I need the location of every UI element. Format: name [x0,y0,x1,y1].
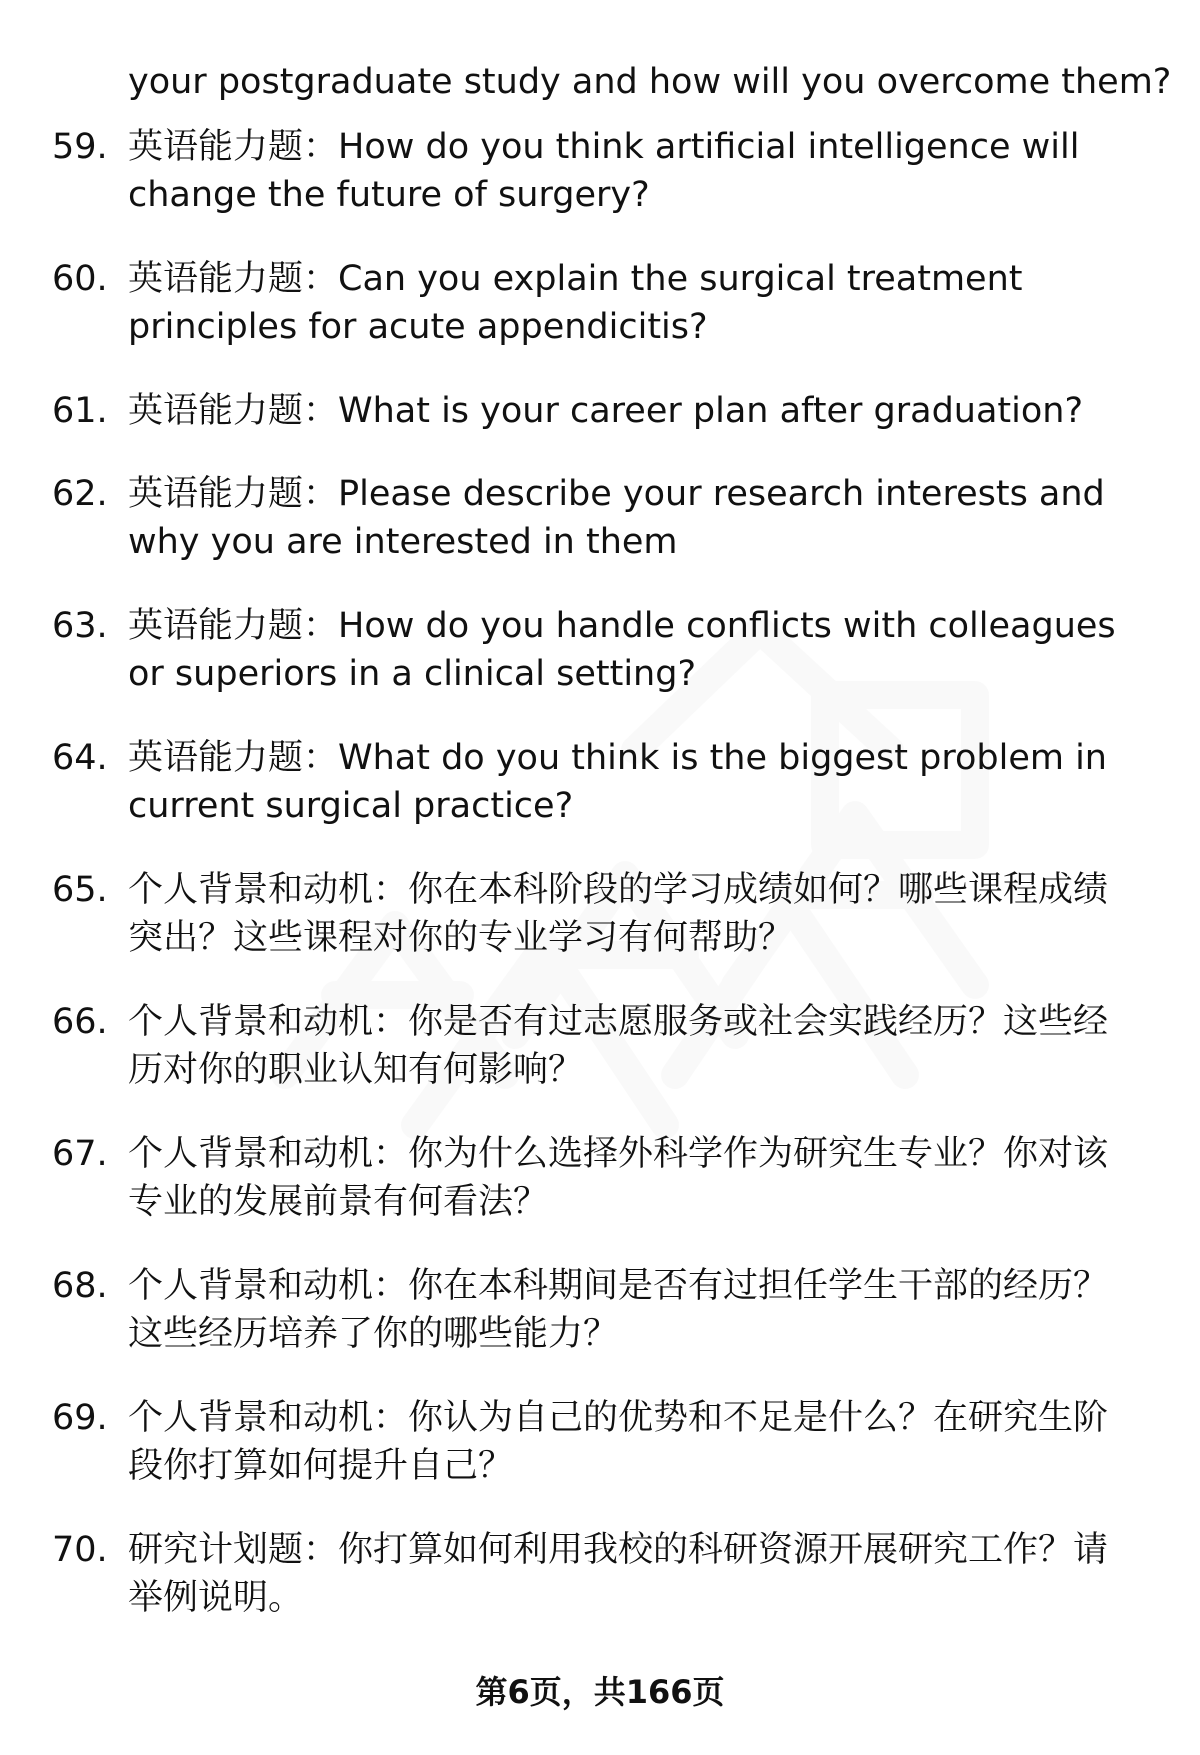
question-number: 68. [52,1266,108,1306]
question-line: 英语能力题：Please describe your research interests and [128,474,1105,514]
question-line: 个人背景和动机：你在本科期间是否有过担任学生干部的经历？ [128,1266,1109,1306]
question-line: 举例说明。 [128,1578,304,1618]
question-text [128,734,1138,830]
question-line: 英语能力题：What do you think is the biggest problem in [128,738,1107,778]
question-line: current surgical practice? [128,786,574,826]
question-text [128,470,1138,566]
question-number: 63. [52,606,108,646]
question-text [128,1394,1138,1490]
question-line: 英语能力题：What is your career plan after graduation? [128,391,1084,431]
continued-question-text: your postgraduate study and how will you overcome them? [128,62,1172,102]
question-text [128,602,1138,698]
question-text [128,866,1138,962]
question-line: why you are interested in them [128,522,678,562]
question-line: principles for acute appendicitis? [128,307,708,347]
question-line: 这些经历培养了你的哪些能力？ [128,1314,619,1354]
question-line: 个人背景和动机：你认为自己的优势和不足是什么？在研究生阶 [128,1398,1109,1438]
question-line: change the future of surgery? [128,175,650,215]
question-line: 个人背景和动机：你为什么选择外科学作为研究生专业？你对该 [128,1134,1109,1174]
question-line: 段你打算如何提升自己？ [128,1446,514,1486]
question-line: 研究计划题：你打算如何利用我校的科研资源开展研究工作？请 [128,1530,1109,1570]
question-line: 历对你的职业认知有何影响？ [128,1050,584,1090]
question-number: 70. [52,1530,108,1570]
question-text [128,123,1138,219]
question-text [128,387,1138,435]
question-line: 英语能力题：How do you handle conflicts with colleagues [128,606,1116,646]
question-number: 66. [52,1002,108,1042]
question-line: 英语能力题：How do you think artificial intelligence will [128,127,1080,167]
question-number: 67. [52,1134,108,1174]
question-number: 69. [52,1398,108,1438]
question-text [128,255,1138,351]
question-line: or superiors in a clinical setting? [128,654,697,694]
question-line: 个人背景和动机：你在本科阶段的学习成绩如何？哪些课程成绩 [128,870,1109,910]
question-text [128,998,1138,1094]
question-number: 64. [52,738,108,778]
question-line: 个人背景和动机：你是否有过志愿服务或社会实践经历？这些经 [128,1002,1109,1042]
question-number: 61. [52,391,108,431]
question-number: 59. [52,127,108,167]
question-number: 60. [52,259,108,299]
question-text [128,1130,1138,1226]
question-line: 专业的发展前景有何看法？ [128,1182,549,1222]
question-text [128,1526,1138,1622]
question-line: 英语能力题：Can you explain the surgical treatment [128,259,1023,299]
question-text [128,1262,1138,1358]
question-number: 62. [52,474,108,514]
page-footer: 第6页，共166页 [475,1673,725,1711]
question-number: 65. [52,870,108,910]
question-line: 突出？这些课程对你的专业学习有何帮助？ [128,918,794,958]
